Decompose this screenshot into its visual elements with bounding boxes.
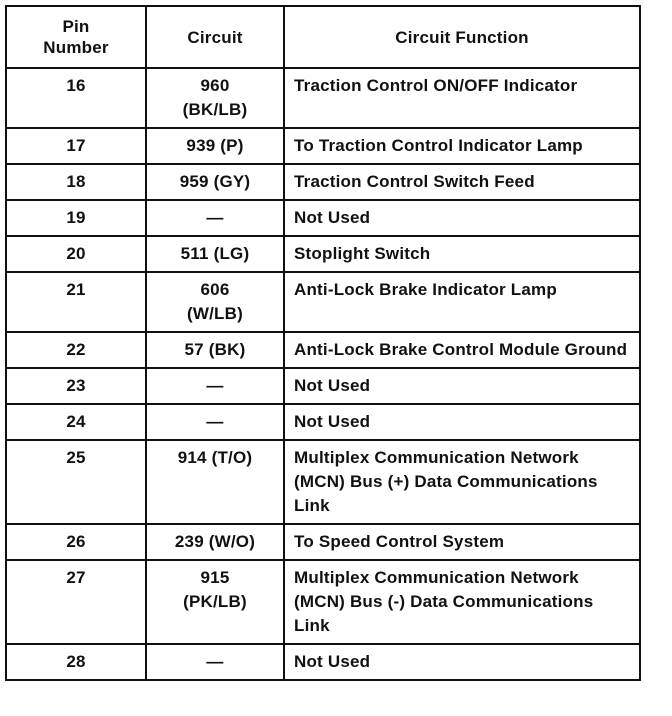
circuit-line: 939 (P) bbox=[186, 136, 244, 155]
circuit-line: 960 bbox=[200, 76, 230, 95]
table-row bbox=[6, 68, 640, 128]
table-row bbox=[6, 404, 640, 440]
pin-number-cell: 22 bbox=[6, 332, 146, 368]
circuit-cell bbox=[146, 200, 284, 236]
circuit-cell bbox=[146, 68, 284, 128]
circuit-function-cell: Not Used bbox=[284, 404, 640, 440]
circuit-function-cell: To Speed Control System bbox=[284, 524, 640, 560]
pin-number-cell: 23 bbox=[6, 368, 146, 404]
circuit-cell bbox=[146, 164, 284, 200]
header-pin-line-2: Number bbox=[43, 38, 109, 57]
table-row bbox=[6, 524, 640, 560]
table-row bbox=[6, 368, 640, 404]
table-row bbox=[6, 200, 640, 236]
circuit-function-cell: Anti-Lock Brake Control Module Ground bbox=[284, 332, 640, 368]
circuit-line: 914 (T/O) bbox=[177, 448, 253, 467]
circuit-line: (BK/LB) bbox=[182, 100, 248, 119]
pin-number-cell: 17 bbox=[6, 128, 146, 164]
circuit-line: — bbox=[206, 652, 224, 671]
circuit-cell bbox=[146, 440, 284, 524]
header-pin-line-1: Pin bbox=[62, 17, 90, 36]
circuit-cell bbox=[146, 524, 284, 560]
table-header bbox=[6, 6, 640, 68]
pin-number-cell: 20 bbox=[6, 236, 146, 272]
pin-number-cell: 18 bbox=[6, 164, 146, 200]
pin-number-cell: 19 bbox=[6, 200, 146, 236]
pin-number-cell: 21 bbox=[6, 272, 146, 332]
circuit-cell bbox=[146, 560, 284, 644]
header-row bbox=[6, 6, 640, 68]
table-row bbox=[6, 272, 640, 332]
circuit-function-cell: Traction Control ON/OFF Indicator bbox=[284, 68, 640, 128]
table-row bbox=[6, 560, 640, 644]
circuit-line: 239 (W/O) bbox=[174, 532, 256, 551]
circuit-line: 915 bbox=[200, 568, 230, 587]
pin-function-table bbox=[5, 5, 641, 681]
circuit-function-cell: Anti-Lock Brake Indicator Lamp bbox=[284, 272, 640, 332]
circuit-line: 959 (GY) bbox=[179, 172, 251, 191]
pin-number-cell: 16 bbox=[6, 68, 146, 128]
circuit-function-cell: Not Used bbox=[284, 200, 640, 236]
circuit-function-cell: Not Used bbox=[284, 368, 640, 404]
table-body bbox=[6, 68, 640, 680]
pin-number-cell: 24 bbox=[6, 404, 146, 440]
circuit-line: — bbox=[206, 208, 224, 227]
pin-number-cell: 28 bbox=[6, 644, 146, 680]
circuit-cell bbox=[146, 332, 284, 368]
circuit-line: 511 (LG) bbox=[180, 244, 250, 263]
table-row bbox=[6, 644, 640, 680]
table-row bbox=[6, 440, 640, 524]
circuit-cell bbox=[146, 368, 284, 404]
circuit-cell bbox=[146, 644, 284, 680]
circuit-function-cell: Multiplex Communication Network (MCN) Bus (+) Data Communications Link bbox=[284, 440, 640, 524]
header-pin-number bbox=[6, 6, 146, 68]
table-row bbox=[6, 236, 640, 272]
circuit-function-cell: Stoplight Switch bbox=[284, 236, 640, 272]
table-row bbox=[6, 332, 640, 368]
circuit-line: — bbox=[206, 376, 224, 395]
circuit-function-cell: To Traction Control Indicator Lamp bbox=[284, 128, 640, 164]
circuit-line: 606 bbox=[200, 280, 230, 299]
header-circuit: Circuit bbox=[146, 6, 284, 68]
header-circuit-function: Circuit Function bbox=[284, 6, 640, 68]
circuit-cell bbox=[146, 128, 284, 164]
circuit-cell bbox=[146, 404, 284, 440]
circuit-line: (W/LB) bbox=[187, 304, 243, 323]
table-row bbox=[6, 128, 640, 164]
circuit-function-cell: Not Used bbox=[284, 644, 640, 680]
pin-number-cell: 27 bbox=[6, 560, 146, 644]
circuit-cell bbox=[146, 272, 284, 332]
pin-number-cell: 26 bbox=[6, 524, 146, 560]
circuit-cell bbox=[146, 236, 284, 272]
pin-number-cell: 25 bbox=[6, 440, 146, 524]
table-row bbox=[6, 164, 640, 200]
circuit-line: (PK/LB) bbox=[183, 592, 247, 611]
circuit-function-cell: Traction Control Switch Feed bbox=[284, 164, 640, 200]
circuit-function-cell: Multiplex Communication Network (MCN) Bus (-) Data Communications Link bbox=[284, 560, 640, 644]
circuit-line: — bbox=[206, 412, 224, 431]
circuit-line: 57 (BK) bbox=[184, 340, 246, 359]
